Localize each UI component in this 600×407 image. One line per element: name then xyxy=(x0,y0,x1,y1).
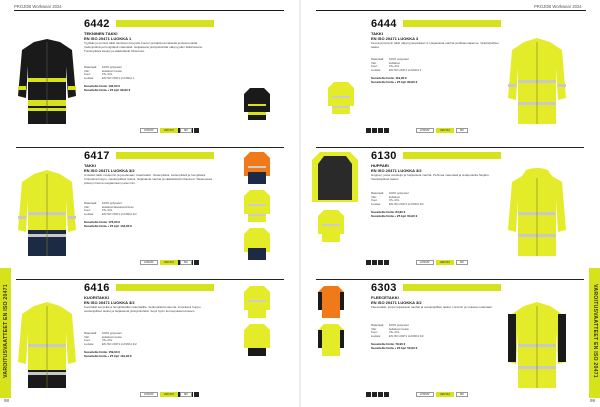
tag-hinnat[interactable]: HINNAT xyxy=(140,392,158,397)
spec-value: keltainen/laivastonsininen xyxy=(102,204,134,209)
side-tab-left xyxy=(0,268,11,398)
product-tags xyxy=(140,392,192,397)
spec-value: keltainen/musta xyxy=(389,326,409,331)
product-tags xyxy=(140,260,192,265)
product-code: 6444 xyxy=(371,18,397,30)
spec-key: Materiaali: xyxy=(371,323,384,327)
product-name xyxy=(371,31,418,41)
spec-value: 100% polyesteri xyxy=(389,57,409,61)
side-tab-right xyxy=(589,268,600,398)
spec-value: keltainen/musta xyxy=(102,68,122,73)
hoodie-thumb-back xyxy=(316,208,346,244)
accent-bar xyxy=(116,284,214,291)
tag-mk[interactable]: MK xyxy=(456,128,468,133)
product-description: Huppari, jossa vetoketju ja heijastavat nauhat. Pehmeä materiaali ja sisäpuolelta harjattu. Vetoketjulliset taskut. xyxy=(371,173,490,181)
product-name xyxy=(371,163,422,173)
care-icons xyxy=(366,260,389,265)
spec-key: Koot: xyxy=(84,72,91,77)
product-name xyxy=(84,295,135,305)
product-name xyxy=(84,31,131,41)
hoodie-yellow-image xyxy=(506,168,568,260)
product-description: Tyylikäs ja toimiva takki tekniksen kevyelle kuoren ja kaksisuuntaisella joustavuudella. Vedenpitävä ja hengittävä materiaali. Heijastavat yksityiskohdat näkyvyyden lisäämiseksi. Tuulenpitävä kaulus ja säädettävät hihansuut. xyxy=(84,41,203,53)
dry-icon xyxy=(378,392,383,397)
spec-key: Luokka: xyxy=(371,201,381,206)
product-description: Keveä ja lämmin takki näkyvyysluokkaan 3. Heijastavat nauhat ja tikkausrakenne. Vetoketjulliset taskut. xyxy=(371,41,499,49)
product-code: 6416 xyxy=(84,282,110,294)
product-name xyxy=(371,295,422,305)
care-icons xyxy=(366,392,389,397)
spec-key: Luokka: xyxy=(371,67,381,72)
price-line1: Suositeltu hinta: 159,90 € xyxy=(84,350,121,354)
spec-key: Materiaali: xyxy=(84,201,97,205)
header-rule-left xyxy=(14,10,284,11)
price-line1: Suositeltu hinta: 119,90 € xyxy=(371,76,407,80)
tag-mk[interactable]: MK xyxy=(180,260,192,265)
spec-row xyxy=(371,203,501,207)
spec-value: EN ISO 20471 LUOKKA 3/2 xyxy=(102,341,137,346)
product-specs xyxy=(371,58,501,72)
spec-key: Materiaali: xyxy=(84,331,97,335)
product-6444 xyxy=(316,18,584,142)
product-description: Kuoritakki kevyellä ja hengittävällä materiaalilla. Vedenpitävät saumat, irrotettava huppu, vetoketjulliset taskut ja heijastavat yksityiskohdat. Sopii hyvin kerrospukeutumiseen. xyxy=(84,305,202,313)
tag-ventat[interactable]: VENTAT xyxy=(160,128,178,133)
price-line1: Suositeltu hinta: 176,90 € xyxy=(84,220,121,224)
product-name-line2: EN ISO 20471 LUOKKA 3/2 xyxy=(371,300,422,305)
fleece-jacket-image xyxy=(506,300,568,392)
price-line2: Suositeltu hinta + 25 kpl: 89,90 € xyxy=(371,80,418,84)
iron-icon xyxy=(194,392,199,397)
tag-ventat[interactable]: VENTAT xyxy=(436,128,454,133)
product-specs xyxy=(371,192,501,206)
spec-key: Väri: xyxy=(84,204,90,209)
tag-mk[interactable]: MK xyxy=(456,392,468,397)
spec-key: Väri: xyxy=(84,334,90,339)
wash-icon xyxy=(366,260,371,265)
tag-ventat[interactable]: VENTAT xyxy=(436,260,454,265)
side-tab-left-label: VAROITUSVAATTEET EN ISO 20471 xyxy=(3,284,9,378)
product-6130 xyxy=(316,150,584,274)
product-tags xyxy=(140,128,192,133)
product-code: 6130 xyxy=(371,150,397,162)
product-price xyxy=(371,342,501,350)
product-name-line1: KUORITAKKI xyxy=(84,295,109,300)
spec-key: Materiaali: xyxy=(371,191,384,195)
product-separator xyxy=(16,279,284,280)
spec-value: 100% polyesteri xyxy=(389,191,409,195)
accent-bar xyxy=(116,20,214,27)
spec-key: Väri: xyxy=(84,68,90,73)
product-tags xyxy=(416,392,468,397)
spec-key: Luokka: xyxy=(84,75,94,80)
product-name-line2: EN ISO 20471 LUOKKA 3/2 xyxy=(84,300,135,305)
spec-value: 100% polyesteri xyxy=(389,323,409,327)
product-price xyxy=(84,84,214,92)
product-6416 xyxy=(16,282,284,406)
jacket-thumb-back xyxy=(242,86,272,122)
price-line2: Suositeltu hinta + 25 kpl: 133,90 € xyxy=(84,224,132,228)
spec-key: Koot: xyxy=(371,198,378,203)
jacket-black-yellow-image xyxy=(16,36,78,128)
tag-mk[interactable]: MK xyxy=(180,128,192,133)
accent-bar xyxy=(116,152,214,159)
tag-hinnat[interactable]: HINNAT xyxy=(140,260,158,265)
spec-value: EN ISO 20471 LUOKKA 3 xyxy=(389,67,422,72)
product-specs xyxy=(84,202,214,216)
spec-value: EN ISO 20471 LUOKKA 3/2 xyxy=(389,333,424,338)
iron-icon xyxy=(194,128,199,133)
product-name-line2: EN ISO 20471 LUOKKA 3/2 xyxy=(84,168,135,173)
product-specs xyxy=(371,324,501,338)
accent-bar xyxy=(403,284,501,291)
tag-hinnat[interactable]: HINNAT xyxy=(416,260,434,265)
spec-value: XS–4XL xyxy=(102,72,113,77)
iron-icon xyxy=(194,260,199,265)
iron-icon xyxy=(384,128,389,133)
bleach-icon xyxy=(372,392,377,397)
header-rule-right xyxy=(316,10,586,11)
page-number-right: 99 xyxy=(590,398,596,403)
side-tab-right-label: VAROITUSVAATTEET EN ISO 20471 xyxy=(592,284,598,378)
tag-hinnat[interactable]: HINNAT xyxy=(416,392,434,397)
jacket-thumb-yellow xyxy=(242,284,272,320)
product-name-line1: TAKKI xyxy=(371,31,383,36)
product-name-line2: EN ISO 20471 LUOKKA 3 xyxy=(371,36,419,41)
product-code: 6303 xyxy=(371,282,397,294)
jacket-thumb-back xyxy=(326,80,356,116)
fleece-thumb-yellow xyxy=(316,322,346,358)
spec-value: XS–4XL xyxy=(102,208,113,213)
wash-icon xyxy=(366,128,371,133)
page-number-left: 98 xyxy=(4,398,10,403)
spec-value: EN ISO 20471 LUOKKA 1 xyxy=(102,75,135,80)
product-price xyxy=(84,350,214,358)
spec-key: Luokka: xyxy=(84,211,94,216)
product-tags xyxy=(416,260,468,265)
tag-ventat[interactable]: VENTAT xyxy=(160,260,178,265)
page-gutter xyxy=(299,0,301,407)
price-line2: Suositeltu hinta + 25 kpl: 119,90 € xyxy=(84,354,132,358)
jacket-thumb-yellow-2 xyxy=(242,226,272,262)
price-line1: Suositeltu hinta: 132,90 € xyxy=(84,84,121,88)
care-icons xyxy=(366,128,389,133)
product-name-line2: EN ISO 20471 LUOKKA 1 xyxy=(84,36,132,41)
product-name xyxy=(84,163,135,173)
padded-jacket-yellow-image xyxy=(506,36,568,128)
iron-icon xyxy=(384,392,389,397)
spec-value: XS–4XL xyxy=(389,330,400,335)
spec-key: Väri: xyxy=(371,60,377,65)
header-right: PROJOB Workwear 2024 xyxy=(534,4,582,9)
spec-value: 100% polyesteri xyxy=(102,201,122,205)
price-line1: Suositeltu hinta: 84,90 € xyxy=(371,210,406,214)
tag-hinnat[interactable]: HINNAT xyxy=(416,128,434,133)
spec-row xyxy=(371,69,501,73)
product-name-line2: EN ISO 20471 LUOKKA 3/2 xyxy=(371,168,422,173)
price-line2: Suositeltu hinta + 25 kpl: 63,90 € xyxy=(371,214,418,218)
dry-icon xyxy=(378,260,383,265)
tag-hinnat[interactable]: HINNAT xyxy=(140,128,158,133)
spec-value: 100% polyesteri xyxy=(102,65,122,69)
tag-ventat[interactable]: VENTAT xyxy=(160,392,178,397)
product-name-line1: HUPPARI xyxy=(371,163,389,168)
price-line1: Suositeltu hinta: 79,90 € xyxy=(371,342,406,346)
product-separator xyxy=(16,147,284,148)
product-separator xyxy=(316,147,584,148)
spec-value: EN ISO 20471 LUOKKA 3/2 xyxy=(102,211,137,216)
product-name-line1: TEKNINEN TAKKI xyxy=(84,31,118,36)
product-description: Fleecetakki, jossa heijastavat nauhat ja vetoketjulliset taskut. Lämmin ja mukava materiaali. xyxy=(371,305,493,309)
spec-value: XS–4XL xyxy=(389,64,400,69)
spec-key: Materiaali: xyxy=(84,65,97,69)
spec-value: keltainen xyxy=(389,60,401,65)
spec-row xyxy=(84,77,214,81)
price-line2: Suositeltu hinta + 25 kpl: 99,90 € xyxy=(84,88,131,92)
tag-mk[interactable]: MK xyxy=(180,392,192,397)
product-price xyxy=(371,210,501,218)
tag-ventat[interactable]: VENTAT xyxy=(436,392,454,397)
jacket-thumb-orange xyxy=(242,150,272,186)
product-6442 xyxy=(16,18,284,142)
spec-key: Luokka: xyxy=(84,341,94,346)
spec-value: 100% polyesteri xyxy=(102,331,122,335)
fleece-thumb-orange xyxy=(316,284,346,320)
spec-value: EN ISO 20471 LUOKKA 3/2 xyxy=(389,201,424,206)
iron-icon xyxy=(384,260,389,265)
spec-value: XS–4XL xyxy=(102,338,113,343)
spec-key: Väri: xyxy=(371,326,377,331)
spec-key: Materiaali: xyxy=(371,57,384,61)
dry-icon xyxy=(378,128,383,133)
product-6417 xyxy=(16,150,284,274)
accent-bar xyxy=(403,20,501,27)
spec-key: Koot: xyxy=(371,64,378,69)
product-price xyxy=(84,220,214,228)
spec-row xyxy=(84,213,214,217)
product-code: 6417 xyxy=(84,150,110,162)
spec-row xyxy=(84,343,214,347)
accent-bar xyxy=(403,152,501,159)
product-separator xyxy=(316,279,584,280)
header-left: PROJOB Workwear 2024 xyxy=(14,4,62,9)
spec-key: Luokka: xyxy=(371,333,381,338)
product-name-line1: TAKKI xyxy=(84,163,96,168)
jacket-thumb-yellow xyxy=(242,188,272,224)
spec-key: Koot: xyxy=(84,208,91,213)
product-name-line1: FLEECETAKKI xyxy=(371,295,399,300)
shell-jacket-yellow-image xyxy=(16,300,78,392)
product-6303 xyxy=(316,282,584,406)
jacket-yellow-navy-image xyxy=(16,168,78,260)
spec-key: Koot: xyxy=(84,338,91,343)
product-tags xyxy=(416,128,468,133)
product-specs xyxy=(84,332,214,346)
spec-key: Koot: xyxy=(371,330,378,335)
bleach-icon xyxy=(372,260,377,265)
spec-value: keltainen xyxy=(389,194,401,199)
spec-key: Väri: xyxy=(371,194,377,199)
spec-row xyxy=(371,335,501,339)
spec-value: keltainen/musta xyxy=(102,334,122,339)
price-line2: Suositeltu hinta + 25 kpl: 59,90 € xyxy=(371,346,418,350)
hoodie-inside-image xyxy=(310,150,360,204)
spec-value: XS–4XL xyxy=(389,198,400,203)
tag-mk[interactable]: MK xyxy=(456,260,468,265)
product-specs xyxy=(84,66,214,80)
bleach-icon xyxy=(372,128,377,133)
wash-icon xyxy=(366,392,371,397)
product-code: 6442 xyxy=(84,18,110,30)
jacket-thumb-yellow-black xyxy=(242,322,272,358)
product-description: Uniseksi takki moderniin ja joustavaan materiaaliin. Vedenpitävä, tuulenpitävä ja hengittävä. Irrotettava huppu, vetoketjulliset taskut, heijastavat nauhat ja säädettävät hihansuut. Takaosassa pidempi helma suojaamaan paremmin. xyxy=(84,173,213,185)
product-price xyxy=(371,76,501,84)
